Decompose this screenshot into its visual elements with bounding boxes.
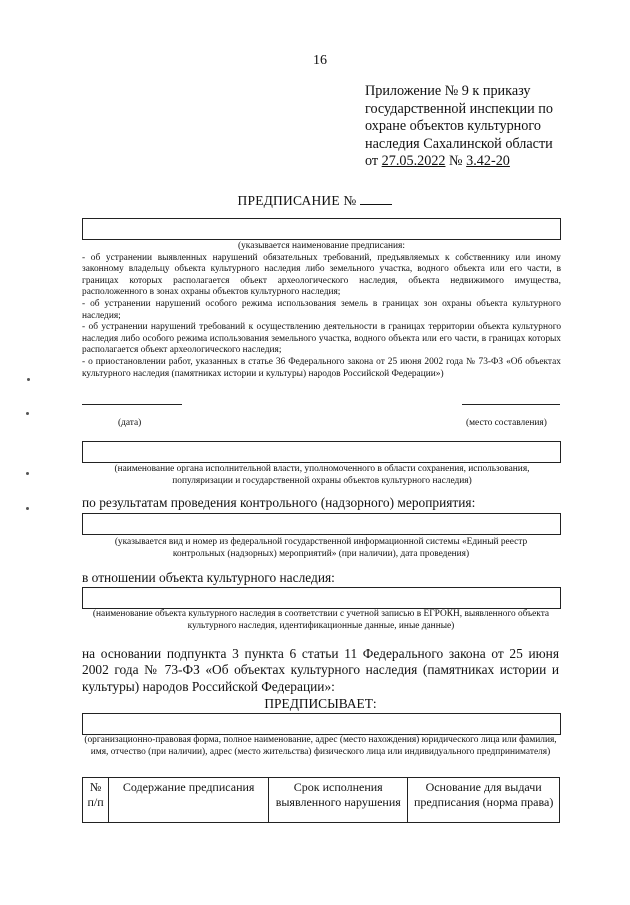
- place-label: (место составления): [466, 418, 547, 428]
- page-number: 16: [313, 53, 327, 68]
- appendix-date: 27.05.2022: [381, 153, 446, 169]
- appendix-date-line: [365, 153, 559, 171]
- inspection-hint: (указывается вид и номер из федеральной государственной информационной системы «Единый реестр контрольных (надзорных) мероприятий» (при наличии), дата проведения): [114, 537, 528, 559]
- authority-hint: (наименование органа исполнительной власти, уполномоченного в области сохранения, использования, популяризации и государственной охраны объектов культурного наследия): [114, 464, 530, 486]
- appendix-block: [365, 83, 559, 171]
- prescription-table: [82, 777, 560, 823]
- appendix-number: 3.42-20: [466, 153, 510, 169]
- header-cell-content: Содержание предписания: [109, 778, 269, 823]
- appendix-prefix: от: [365, 153, 382, 169]
- basis-paragraph: на основании подпункта 3 пункта 6 статьи 11 Федерального закона от 25 июня 2002 года № 73-ФЗ «Об объектах культурного наследия (памятниках истории и культуры) народов Российской Федерации»:: [82, 646, 559, 694]
- object-label: в отношении объекта культурного наследия:: [82, 570, 335, 585]
- authority-field[interactable]: [82, 441, 561, 463]
- header-cell-basis: Основание для выдачи предписания (норма права): [408, 778, 560, 823]
- prescription-hint-item: - об устранении нарушений особого режима использования земель в границах зон охраны объекта культурного наследия;: [82, 298, 561, 321]
- inspection-label: по результатам проведения контрольного (надзорного) мероприятия:: [82, 495, 476, 510]
- header-cell-number: № п/п: [83, 778, 109, 823]
- table-header-row: [83, 778, 560, 823]
- header-cell-deadline: Срок исполнения выявленного нарушения: [269, 778, 408, 823]
- appendix-line: наследия Сахалинской области: [365, 135, 553, 152]
- object-hint: (наименование объекта культурного наследия в соответствии с учетной записью в ЕГРОКН, выявленного объекта культурного наследия, идентификационные данные, иные данные): [92, 609, 550, 631]
- date-line[interactable]: [82, 404, 182, 405]
- prescribes-heading: ПРЕДПИСЫВАЕТ:: [264, 696, 377, 711]
- margin-mark: [27, 378, 30, 381]
- margin-mark: [26, 412, 29, 415]
- appendix-line: государственной инспекции по: [365, 100, 553, 117]
- date-label: (дата): [118, 418, 142, 428]
- title-text: ПРЕДПИСАНИЕ №: [237, 193, 357, 208]
- place-line[interactable]: [462, 404, 560, 405]
- appendix-number-sign: №: [445, 153, 467, 169]
- prescription-hint-item: - о приостановлении работ, указанных в статье 36 Федерального закона от 25 июня 2002 года № 73-ФЗ «Об объектах культурного наследия (памятниках истории и культуры) народов Российской Федерации»): [82, 356, 561, 379]
- prescription-name-field[interactable]: [82, 218, 561, 240]
- document-title: [0, 193, 630, 209]
- inspection-field[interactable]: [82, 513, 561, 535]
- appendix-line: Приложение № 9 к приказу: [365, 83, 531, 99]
- margin-mark: [26, 472, 29, 475]
- title-number-blank[interactable]: [360, 193, 392, 205]
- addressee-hint: (организационно-правовая форма, полное наименование, адрес (место нахождения) юридического лица или фамилия, имя, отчество (при наличии), адрес (место жительства) физического лица или индивидуального предпринимателя): [84, 735, 557, 757]
- prescription-hint-item: - об устранении нарушений требований к осуществлению деятельности в границах территории объекта культурного наследия либо особого режима использования земельного участка, водного объекта или его части, в границах которых располагается объект археологического наследия;: [82, 322, 561, 356]
- margin-mark: [26, 507, 29, 510]
- prescription-hint: [82, 241, 561, 380]
- prescription-hint-heading: (указывается наименование предписания:: [238, 241, 405, 251]
- addressee-field[interactable]: [82, 713, 561, 735]
- prescription-hint-item: - об устранении выявленных нарушений обязательных требований, предъявляемых к собственнику или иному законному владельцу объекта культурного наследия либо земельного участка, водного объекта или его части, в границах которых располагается объект археологического наследия, объекта недвижимого имущества, расположенного в зонах охраны объектов культурного наследия;: [82, 252, 561, 298]
- object-field[interactable]: [82, 587, 561, 609]
- appendix-line: охране объектов культурного: [365, 118, 541, 134]
